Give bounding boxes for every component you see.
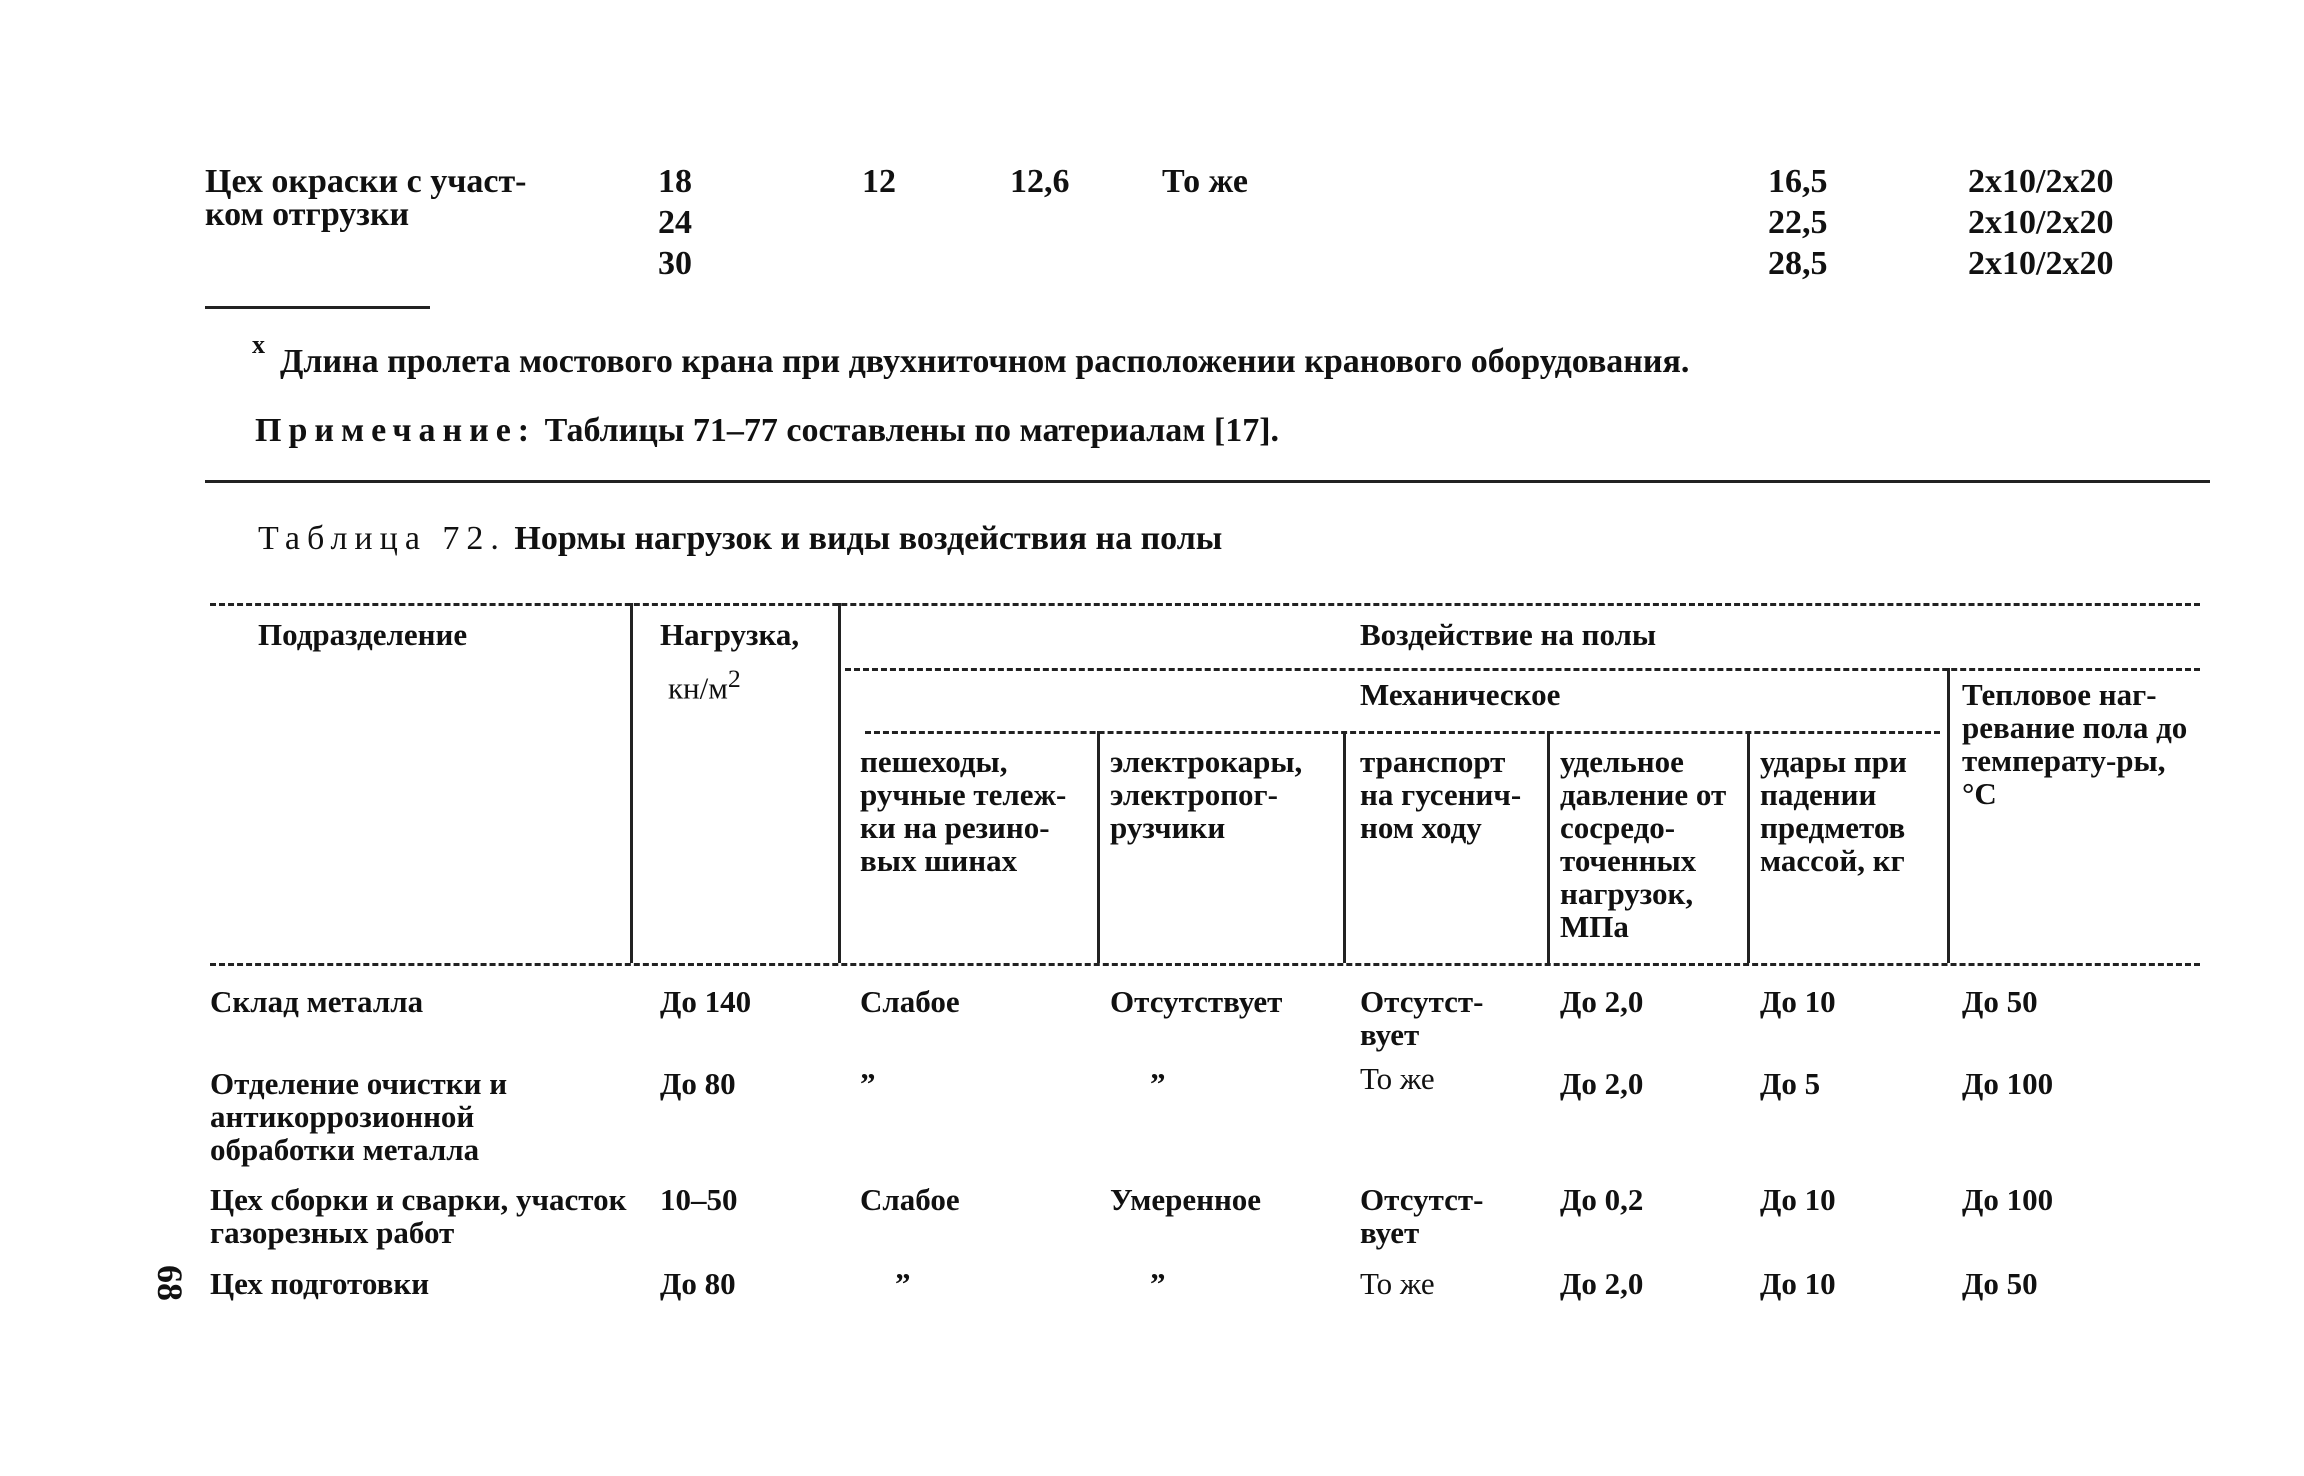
row-impacts: До 10 [1760,1182,1836,1217]
header-load-line2: кн/м [668,670,728,706]
top-col7-value: 2x10/2x20 [1968,163,2114,200]
page-number: 68 [150,1265,190,1301]
column-divider [838,603,841,963]
header-load-unit [668,662,741,704]
header-pressure: удельное давление от сосредо-точенных нагрузок, МПа [1560,744,1727,944]
row-pressure: До 0,2 [1560,1182,1644,1217]
header-impacts: удары при падении предметов массой, кг [1760,744,1907,878]
column-divider [630,603,633,963]
row-thermal: До 100 [1962,1066,2054,1101]
row-electrocars: Умеренное [1110,1182,1262,1217]
row-load: До 80 [660,1266,736,1301]
row-division: Склад металла [210,984,424,1019]
row-impacts: До 5 [1760,1066,1821,1101]
header-electrocars: электрокары, электропог-рузчики [1110,744,1303,845]
table-header-bottom-rule [210,963,2200,966]
note-label: Примечание: [255,412,537,449]
top-col5-value: То же [1162,163,1248,200]
row-tracked: Отсутст-вует [1360,1182,1484,1250]
header-thermal: Тепловое наг-ревание пола до температу-ры, °С [1962,677,2188,811]
row-pressure: До 2,0 [1560,984,1644,1019]
header-impact: Воздействие на полы [1360,617,1657,652]
row-thermal: До 50 [1962,1266,2038,1301]
row-division: Отделение очистки и антикоррозионной обработки металла [210,1066,508,1167]
table-caption-title: Нормы нагрузок и виды воздействия на полы [514,520,1223,557]
row-pedestrians: ” [860,1066,876,1101]
row-thermal: До 50 [1962,984,2038,1019]
row-thermal: До 100 [1962,1182,2054,1217]
table-caption [258,522,1222,556]
row-electrocars: Отсутствует [1110,984,1283,1019]
top-col2-value: 24 [658,204,692,241]
row-impacts: До 10 [1760,1266,1836,1301]
header-division: Подразделение [258,617,468,652]
row-tracked: Отсутст-вует [1360,984,1484,1052]
note [255,414,1279,448]
top-col2-value: 30 [658,245,692,282]
row-pressure: До 2,0 [1560,1066,1644,1101]
top-col6-value: 22,5 [1768,204,1828,241]
column-divider [1947,668,1950,963]
note-text: Таблицы 71–77 составлены по материалам [17]. [544,412,1280,449]
row-tracked: То же [1360,1266,1435,1301]
footnote-text: Длина пролета мостового крана при двухниточном расположении кранового оборудования. [280,343,1690,380]
header-load-sup: 2 [727,664,741,693]
header-pedestrians: пешеходы, ручные тележ-ки на резино-вых шинах [860,744,1067,878]
top-col7-value: 2x10/2x20 [1968,204,2114,241]
row-load: 10–50 [660,1182,738,1217]
column-divider [1343,731,1346,963]
header-mechanical: Механическое [1360,677,1561,712]
row-impacts: До 10 [1760,984,1836,1019]
row-division: Цех сборки и сварки, участок газорезных работ [210,1182,627,1250]
row-load: До 140 [660,984,752,1019]
top-col2-value: 18 [658,163,692,200]
header-load-line1: Нагрузка, [660,617,800,652]
row-division: Цех подготовки [210,1266,430,1301]
top-row-name-line2: ком отгрузки [205,196,410,233]
column-divider [1547,731,1550,963]
column-divider [1747,731,1750,963]
row-electrocars: ” [1150,1266,1166,1301]
footnote-separator [205,306,430,309]
top-col7-value: 2x10/2x20 [1968,245,2114,282]
row-tracked: То же [1360,1061,1435,1096]
top-col6-value: 16,5 [1768,163,1828,200]
footnote-marker: x [252,330,265,359]
table-caption-label: Таблица 72. [258,520,506,557]
row-electrocars: ” [1150,1066,1166,1101]
top-row-name-line1: Цех окраски с участ- [205,163,527,200]
row-pressure: До 2,0 [1560,1266,1644,1301]
top-col3-value: 12 [862,163,896,200]
row-pedestrians: ” [895,1266,911,1301]
impact-header-rule [845,668,2200,671]
section-divider [205,480,2210,483]
row-pedestrians: Слабое [860,984,960,1019]
mechanical-header-rule [865,731,1940,734]
column-divider [1097,731,1100,963]
row-pedestrians: Слабое [860,1182,960,1217]
table-top-rule [210,603,2200,606]
header-tracked: транспорт на гусенич-ном ходу [1360,744,1522,845]
top-col6-value: 28,5 [1768,245,1828,282]
row-load: До 80 [660,1066,736,1101]
top-col4-value: 12,6 [1010,163,1070,200]
